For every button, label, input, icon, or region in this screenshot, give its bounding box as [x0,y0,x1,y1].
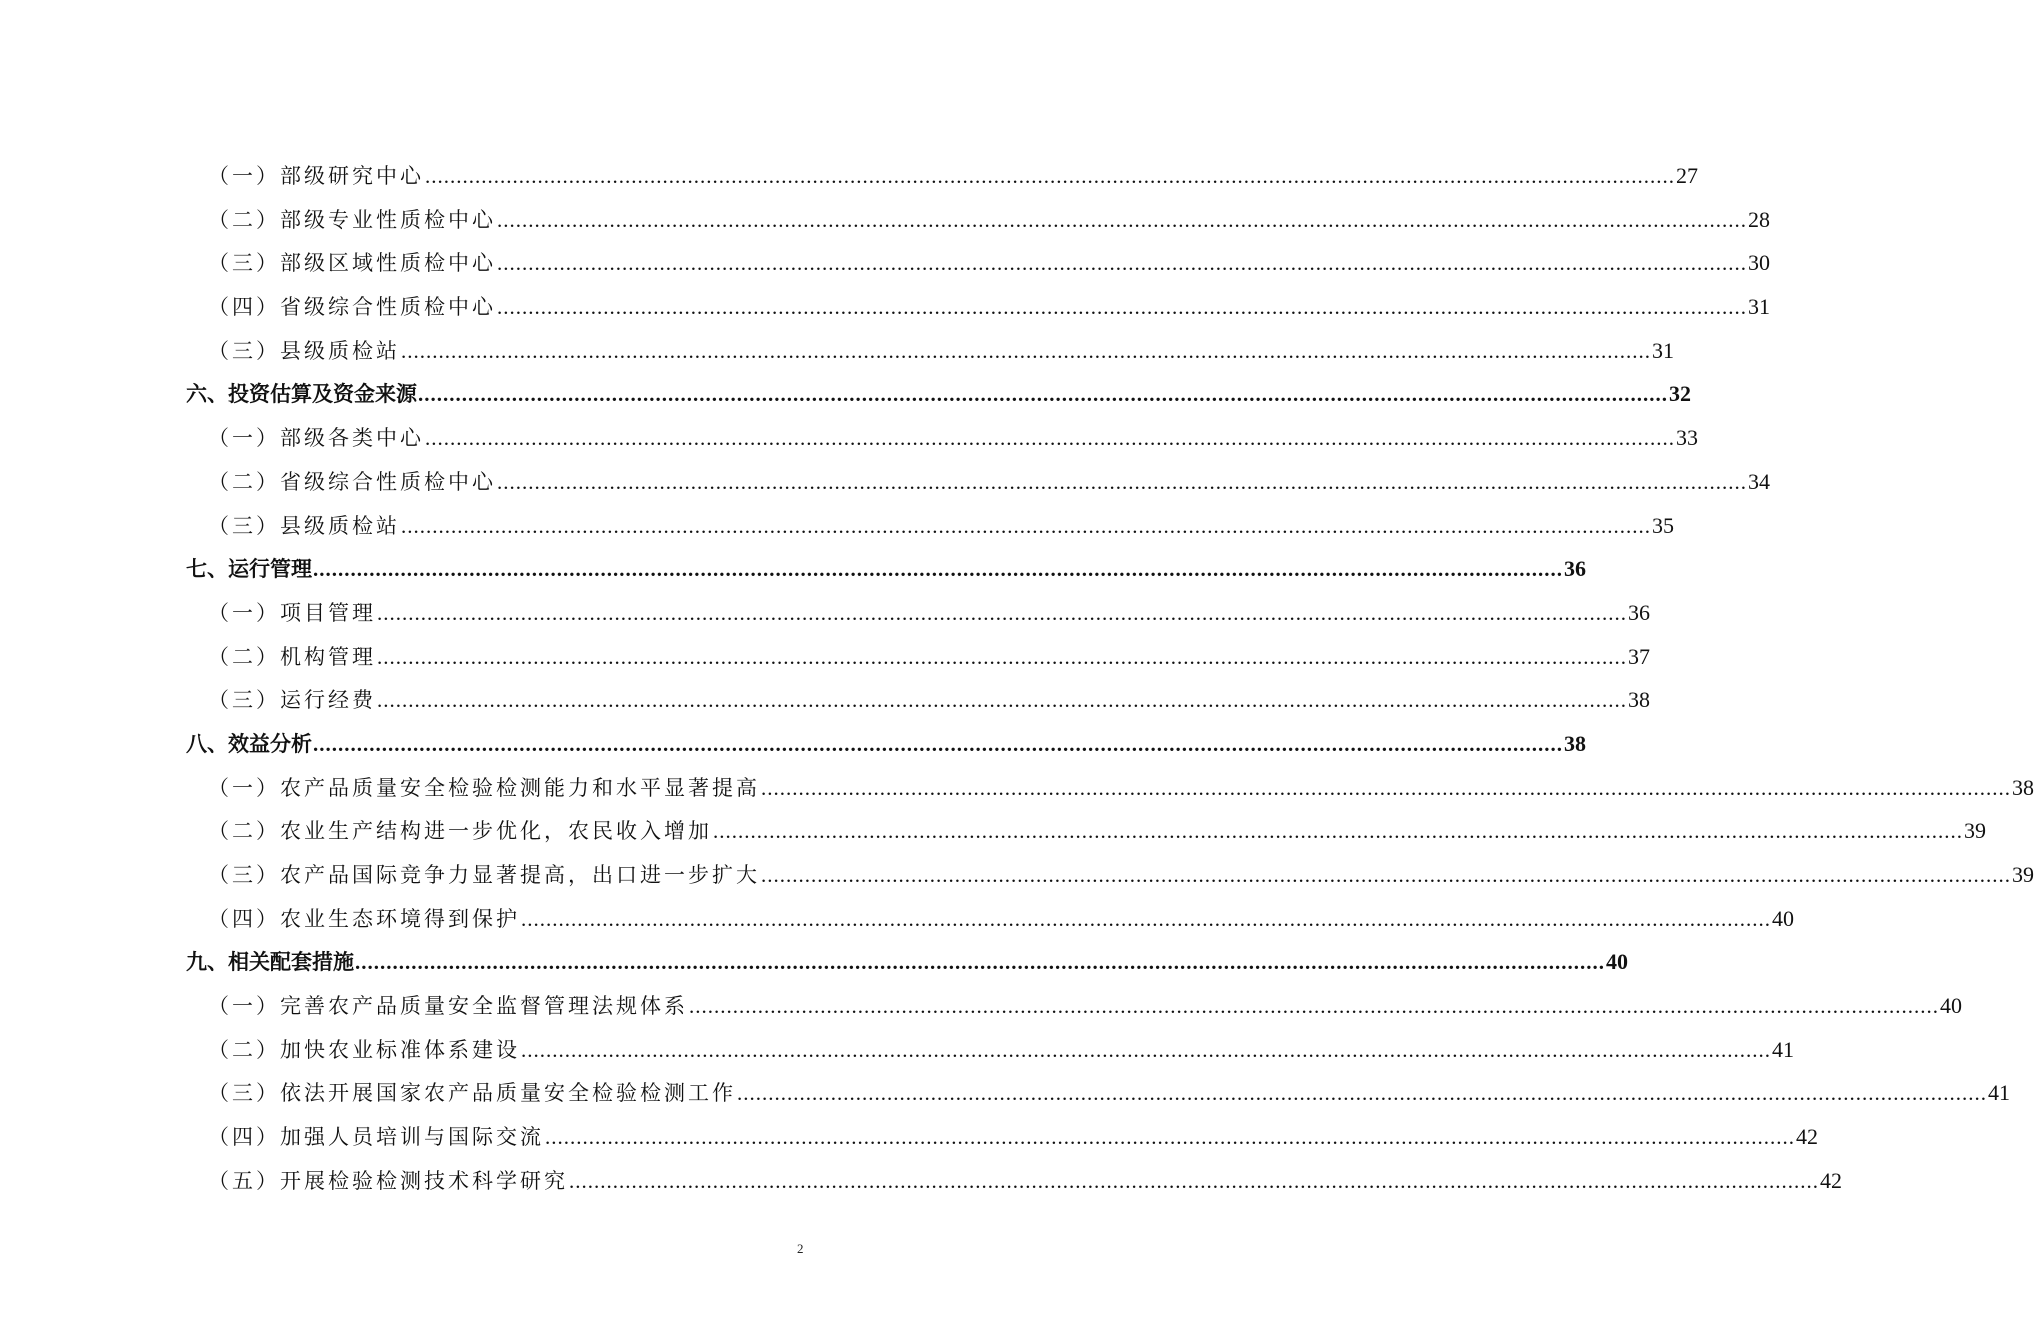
toc-dot-leader: ........................................................................................................................................................................................................ [497,295,1747,320]
toc-entry-title: （二）机构管理 [208,644,376,669]
toc-entry-title: （一）部级研究中心 [208,164,424,188]
toc-entry-page: 35 [1652,512,1674,538]
toc-dot-leader: ........................................................................................................................................................................................................ [377,644,1627,669]
toc-entry-title: （二）加快农业标准体系建设 [208,1037,520,1062]
toc-entry[interactable] [0,416,1698,460]
toc-dot-leader: ........................................................................................................................................................................................................ [689,994,1939,1019]
toc-section-heading[interactable] [0,372,1691,416]
toc-entry[interactable] [0,329,1674,373]
toc-entry-page: 37 [1628,643,1650,669]
toc-dot-leader: ........................................................................................................................................................................................................ [545,1125,1795,1150]
toc-entry[interactable] [0,460,1770,504]
toc-dot-leader: ........................................................................................................................................................................................................ [313,731,1563,756]
toc-entry-page: 31 [1652,337,1674,363]
toc-dot-leader: ........................................................................................................................................................................................................ [401,338,1651,363]
toc-entry-page: 38 [1564,730,1586,756]
toc-entry[interactable] [0,285,1770,329]
toc-entry-page: 39 [2012,862,2034,887]
toc-entry[interactable] [0,504,1674,548]
toc-entry-page: 42 [1820,1167,1842,1193]
toc-entry-page: 30 [1748,250,1770,276]
toc-entry-title: 八、效益分析 [186,731,312,756]
toc-dot-leader: ........................................................................................................................................................................................................ [713,819,1963,844]
table-of-contents [0,154,2034,1203]
toc-entry-title: （四）农业生态环境得到保护 [208,906,520,931]
toc-entry[interactable] [0,154,1698,198]
toc-entry-title: （二）部级专业性质检中心 [208,207,496,232]
toc-entry[interactable] [0,1071,2010,1115]
toc-entry-title: （二）省级综合性质检中心 [208,469,496,494]
toc-entry-page: 41 [1772,1036,1794,1062]
toc-entry-page: 42 [1796,1124,1818,1150]
toc-dot-leader: ........................................................................................................................................................................................................ [761,863,2011,887]
toc-entry[interactable] [0,198,1770,242]
toc-entry-page: 40 [1772,905,1794,931]
toc-entry-title: （三）部级区域性质检中心 [208,251,496,276]
toc-entry-page: 38 [1628,687,1650,713]
toc-entry[interactable] [0,897,1794,941]
toc-entry[interactable] [0,853,2034,897]
toc-entry-page: 40 [1940,993,1962,1019]
toc-entry-title: （四）省级综合性质检中心 [208,295,496,320]
toc-dot-leader: ........................................................................................................................................................................................................ [401,513,1651,538]
toc-entry-title: （三）运行经费 [208,688,376,713]
toc-entry-page: 34 [1748,468,1770,494]
toc-dot-leader: ........................................................................................................................................................................................................ [521,906,1771,931]
toc-section-heading[interactable] [0,940,1628,984]
toc-dot-leader: ........................................................................................................................................................................................................ [497,251,1747,276]
toc-dot-leader: ........................................................................................................................................................................................................ [418,382,1668,407]
toc-entry[interactable] [0,241,1770,285]
toc-entry-page: 33 [1676,425,1698,451]
toc-entry[interactable] [0,1115,1818,1159]
toc-entry-page: 38 [2012,774,2034,800]
toc-entry[interactable] [0,766,2034,810]
toc-entry-title: （一）部级各类中心 [208,426,424,451]
toc-dot-leader: ........................................................................................................................................................................................................ [497,207,1747,232]
toc-entry[interactable] [0,1159,1842,1203]
toc-dot-leader: ........................................................................................................................................................................................................ [355,950,1605,975]
toc-entry-title: （一）完善农产品质量安全监督管理法规体系 [208,994,688,1019]
toc-entry-page: 27 [1676,163,1698,188]
toc-entry[interactable] [0,1028,1794,1072]
toc-entry-title: （三）农产品国际竞争力显著提高，出口进一步扩大 [208,863,760,887]
toc-entry-page: 28 [1748,206,1770,232]
toc-section-heading[interactable] [0,722,1586,766]
toc-entry-page: 40 [1606,949,1628,975]
toc-dot-leader: ........................................................................................................................................................................................................ [737,1081,1987,1106]
toc-entry-page: 36 [1628,599,1650,625]
toc-entry[interactable] [0,591,1650,635]
toc-dot-leader: ........................................................................................................................................................................................................ [569,1168,1819,1193]
toc-entry-title: 六、投资估算及资金来源 [186,382,417,407]
toc-section-heading[interactable] [0,547,1586,591]
toc-entry-title: 七、运行管理 [186,557,312,582]
toc-dot-leader: ........................................................................................................................................................................................................ [377,688,1627,713]
toc-entry-title: （三）依法开展国家农产品质量安全检验检测工作 [208,1081,736,1106]
toc-entry[interactable] [0,635,1650,679]
toc-entry-title: （四）加强人员培训与国际交流 [208,1125,544,1150]
toc-entry-page: 41 [1988,1080,2010,1106]
toc-entry-page: 36 [1564,556,1586,582]
toc-entry[interactable] [0,984,1962,1028]
toc-dot-leader: ........................................................................................................................................................................................................ [377,600,1627,625]
toc-entry-title: （二）农业生产结构进一步优化，农民收入增加 [208,819,712,844]
toc-entry-title: （一）农产品质量安全检验检测能力和水平显著提高 [208,775,760,800]
toc-dot-leader: ........................................................................................................................................................................................................ [313,557,1563,582]
toc-entry-title: （五）开展检验检测技术科学研究 [208,1168,568,1193]
toc-dot-leader: ........................................................................................................................................................................................................ [497,469,1747,494]
toc-dot-leader: ........................................................................................................................................................................................................ [425,164,1675,188]
toc-entry-title: （一）项目管理 [208,600,376,625]
toc-dot-leader: ........................................................................................................................................................................................................ [521,1037,1771,1062]
toc-entry-page: 39 [1964,818,1986,844]
toc-entry-page: 32 [1669,381,1691,407]
toc-entry[interactable] [0,678,1650,722]
page-number: 2 [797,1241,804,1256]
toc-entry-title: 九、相关配套措施 [186,950,354,975]
toc-entry[interactable] [0,809,1986,853]
toc-entry-title: （三）县级质检站 [208,513,400,538]
toc-entry-page: 31 [1748,294,1770,320]
toc-dot-leader: ........................................................................................................................................................................................................ [761,775,2011,800]
toc-dot-leader: ........................................................................................................................................................................................................ [425,426,1675,451]
toc-entry-title: （三）县级质检站 [208,338,400,363]
